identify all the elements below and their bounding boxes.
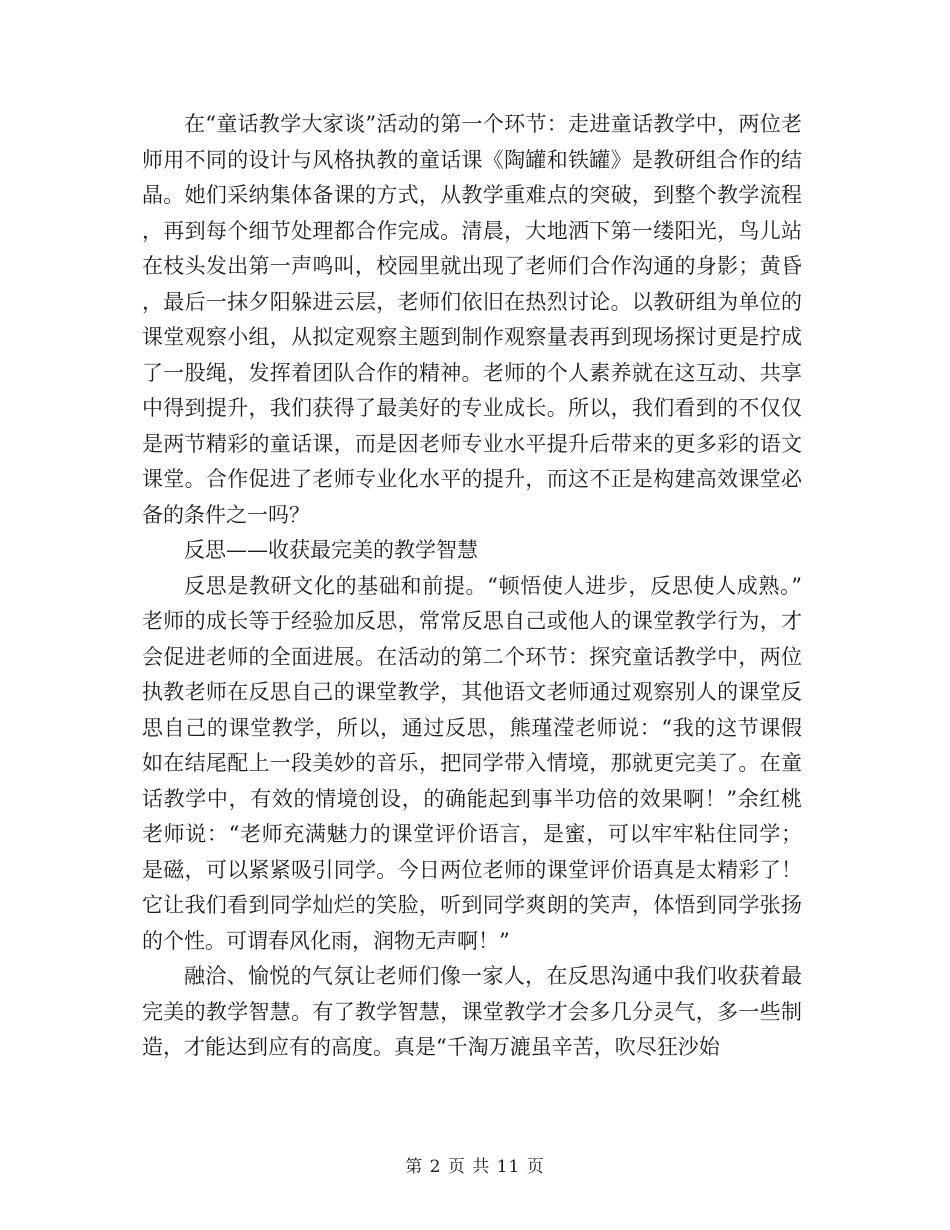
paragraph-reflection: 反思是教研文化的基础和前提。“顿悟使人进步，反思使人成熟。”老师的成长等于经验加反思，常常反思自己或他人的课堂教学行为，才会促进老师的全面进展。在活动的第二个环节：探究童话教学中，两位执教老师在反思自己的课堂教学，其他语文老师通过观察别人的课堂反思自己的课堂教学，所以，通过反思，熊瑾滢老师说：“我的这节课假如在结尾配上一段美妙的音乐，把同学带入情境，那就更完美了。在童话教学中，有效的情境创设，的确能起到事半功倍的效果啊！”余红桃老师说：“老师充满魅力的课堂评价语言，是蜜，可以牢牢粘住同学；是磁，可以紧紧吸引同学。今日两位老师的课堂评价语真是太精彩了！它让我们看到同学灿烂的笑脸，听到同学爽朗的笑声，体悟到同学张扬的个性。可谓春风化雨，润物无声啊！” [142,573,802,953]
footer-total-pages: 11 [496,1157,521,1177]
paragraph-harmony: 融洽、愉悦的气氛让老师们像一家人，在反思沟通中我们收获着最完美的教学智慧。有了教学智慧，课堂教学才会多几分灵气，多一些制造，才能达到应有的高度。真是“千淘万漉虽辛苦，吹尽狂沙始 [142,964,802,1059]
footer-label-page-unit: 页 [447,1157,466,1177]
footer-label-total: 共 [472,1157,491,1177]
page-footer [0,1152,950,1177]
section-heading-reflection: 反思——收获最完美的教学智慧 [184,538,478,562]
footer-label-total-unit: 页 [526,1157,545,1177]
paragraph-cooperation: 在“童话教学大家谈”活动的第一个环节：走进童话教学中，两位老师用不同的设计与风格执教的童话课《陶罐和铁罐》是教研组合作的结晶。她们采纳集体备课的方式，从教学重难点的突破，到整个教学流程，再到每个细节处理都合作完成。清晨，大地洒下第一缕阳光，鸟儿站在枝头发出第一声鸣叫，校园里就出现了老师们合作沟通的身影；黄昏，最后一抹夕阳躲进云层，老师们依旧在热烈讨论。以教研组为单位的课堂观察小组，从拟定观察主题到制作观察量表再到现场探讨更是拧成了一股绳，发挥着团队合作的精神。老师的个人素养就在这互动、共享中得到提升，我们获得了最美好的专业成长。所以，我们看到的不仅仅是两节精彩的童话课，而是因老师专业水平提升后带来的更多彩的语文课堂。合作促进了老师专业化水平的提升，而这不正是构建高效课堂必备的条件之一吗？ [142,112,802,527]
document-body [142,107,802,1066]
footer-label-page: 第 [405,1157,424,1177]
footer-current-page: 2 [429,1157,442,1177]
